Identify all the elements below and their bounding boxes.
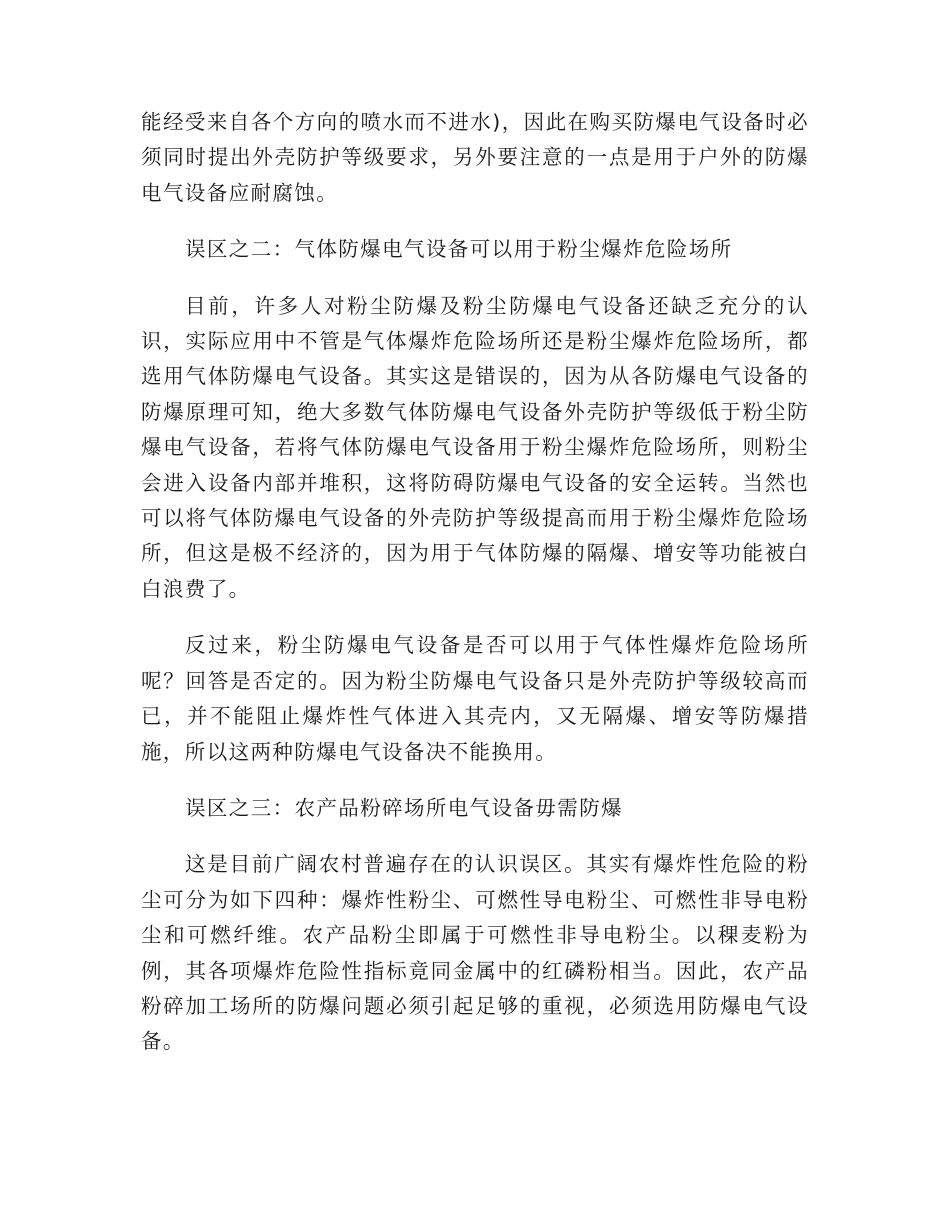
document-body [141, 105, 809, 1081]
section-heading-misconception-3: 误区之三：农产品粉碎场所电气设备毋需防爆 [185, 795, 623, 820]
paragraph-dust-vs-gas: 反过来，粉尘防爆电气设备是否可以用于气体性爆炸危险场所呢？回答是否定的。因为粉尘防爆电气设备只是外壳防护等级较高而已，并不能阻止爆炸性气体进入其壳内，又无隔爆、增安等防爆措施，所以这两种防爆电气设备决不能换用。 [141, 633, 809, 764]
paragraph-agricultural-dust: 这是目前广阔农村普遍存在的认识误区。其实有爆炸性危险的粉尘可分为如下四种：爆炸性粉尘、可燃性导电粉尘、可燃性非导电粉尘和可燃纤维。农产品粉尘即属于可燃性非导电粉尘。以稞麦粉为例，其各项爆炸危险性指标竟同金属中的红磷粉相当。因此，农产品粉碎加工场所的防爆问题必须引起足够的重视，必须选用防爆电气设备。 [141, 852, 809, 1054]
section-heading-misconception-2: 误区之二：气体防爆电气设备可以用于粉尘爆炸危险场所 [185, 237, 733, 262]
paragraph-continuation: 能经受来自各个方向的喷水而不进水)，因此在购买防爆电气设备时必须同时提出外壳防护等级要求，另外要注意的一点是用于户外的防爆电气设备应耐腐蚀。 [141, 110, 809, 205]
paragraph-gas-vs-dust: 目前，许多人对粉尘防爆及粉尘防爆电气设备还缺乏充分的认识，实际应用中不管是气体爆炸危险场所还是粉尘爆炸危险场所，都选用气体防爆电气设备。其实这是错误的，因为从各防爆电气设备的防爆原理可知，绝大多数气体防爆电气设备外壳防护等级低于粉尘防爆电气设备，若将气体防爆电气设备用于粉尘爆炸危险场所，则粉尘会进入设备内部并堆积，这将防碍防爆电气设备的安全运转。当然也可以将气体防爆电气设备的外壳防护等级提高而用于粉尘爆炸危险场所，但这是极不经济的，因为用于气体防爆的隔爆、增安等功能被白白浪费了。 [141, 293, 809, 601]
